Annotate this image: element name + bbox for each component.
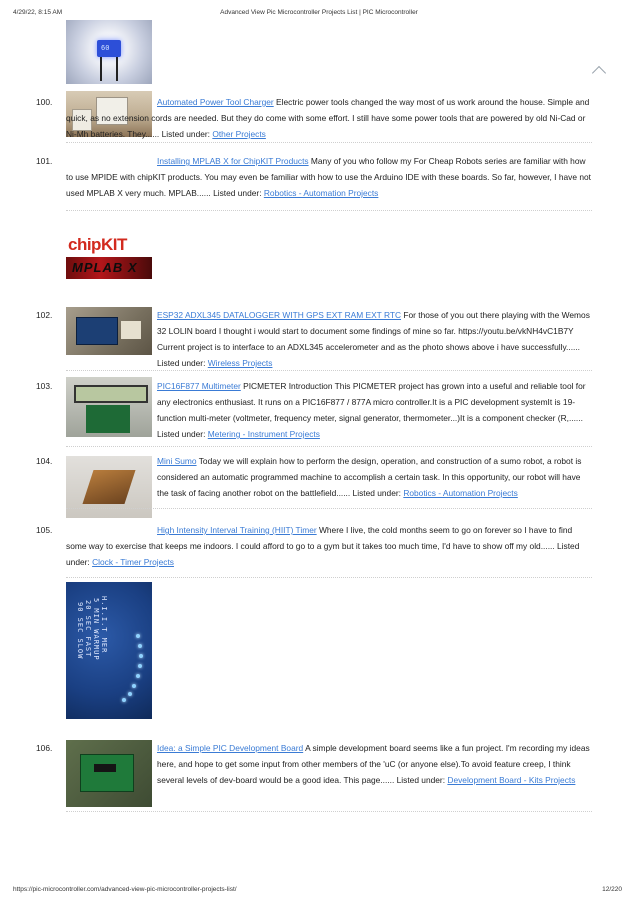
project-description: For those of you out there playing with the Wemos 32 LOLIN board I thought i would start to document some findings of mine so far. https://youtu.be/vkNH4vC1B7Y Current project is to interface to an ADXL345 accelerometer and as the photo shows above i have successfully...... xyxy=(157,310,590,352)
listed-under-label: Listed under: xyxy=(352,488,401,498)
scroll-to-top-chevron-up-icon[interactable] xyxy=(592,66,606,80)
mplabx-band xyxy=(66,257,152,279)
project-title-link[interactable]: Idea: a Simple PIC Development Board xyxy=(157,743,304,753)
category-link[interactable]: Metering - Instrument Projects xyxy=(207,429,320,439)
divider xyxy=(66,210,592,211)
chipkit-logo-text: chipKIT xyxy=(68,235,127,254)
display-readout: 60 xyxy=(101,44,110,52)
project-title-link[interactable]: ESP32 ADXL345 DATALOGGER WITH GPS EXT RAM EXT RTC xyxy=(157,310,402,320)
item-number: 106. xyxy=(36,743,53,753)
print-page-number: 12/220 xyxy=(602,886,622,893)
divider xyxy=(66,577,592,578)
led-indicator xyxy=(139,654,143,658)
project-item-103 xyxy=(36,378,592,442)
project-description: Many of you who follow my For Cheap Robots series are familiar with how to use MPIDE with chipKIT products. You may even be familiar with how to use the Arduino IDE with these boards. So far, however, I have not used MPLAB X very much. MPLAB...... xyxy=(66,156,591,198)
divider xyxy=(66,446,592,447)
project-title-link[interactable]: High Intensity Interval Training (HIIT) Timer xyxy=(157,525,317,535)
item-number: 102. xyxy=(36,310,53,320)
print-page-title: Advanced View Pic Microcontroller Projects List | PIC Microcontroller xyxy=(220,9,418,16)
listed-under-label: Listed under: xyxy=(213,188,262,198)
project-title-link[interactable]: Automated Power Tool Charger xyxy=(157,97,274,107)
item-number: 100. xyxy=(36,97,53,107)
category-link[interactable]: Clock - Timer Projects xyxy=(92,557,174,567)
project-item-100 xyxy=(36,94,592,142)
led-indicator xyxy=(136,674,140,678)
category-link[interactable]: Other Projects xyxy=(212,129,266,139)
project-thumbnail-display[interactable] xyxy=(66,20,152,84)
print-datetime: 4/29/22, 8:15 AM xyxy=(13,9,63,16)
device-label: 20 SEC FAST xyxy=(84,600,92,658)
category-link[interactable]: Development Board - Kits Projects xyxy=(447,775,576,785)
project-description: Where I live, the cold months seem to go on forever so I have to find some way to exercise that keeps me indoors. I could afford to go to a gym but it takes too much time, I'd have to show off my old...... xyxy=(66,525,573,551)
item-number: 105. xyxy=(36,525,53,535)
divider xyxy=(66,508,592,509)
project-description: A simple development board seems like a fun project. I'm recording my ideas here, and hope to get some input from other members of the 'uC (or anyone else).To avoid feature creep, I think several levels of dev-board would be a good idea. This page...... xyxy=(157,743,590,785)
project-title-link[interactable]: Mini Sumo xyxy=(157,456,197,466)
divider xyxy=(66,370,592,371)
device-label: 5 MIN WARMUP xyxy=(92,598,100,661)
item-number: 103. xyxy=(36,381,53,391)
led-indicator xyxy=(136,634,140,638)
project-title-link[interactable]: PIC16F877 Multimeter xyxy=(157,381,241,391)
device-label: 90 SEC SLOW xyxy=(76,602,84,660)
project-item-102 xyxy=(36,307,592,371)
listed-under-label: Listed under: xyxy=(396,775,446,785)
category-link[interactable]: Wireless Projects xyxy=(207,358,273,368)
category-link[interactable]: Robotics - Automation Projects xyxy=(263,188,379,198)
led-indicator xyxy=(128,692,132,696)
print-url: https://pic-microcontroller.com/advanced-view-pic-microcontroller-projects-list/ xyxy=(13,886,237,893)
led-indicator xyxy=(132,684,136,688)
divider xyxy=(66,142,592,143)
divider xyxy=(66,811,592,812)
project-item-105 xyxy=(36,522,592,570)
project-item-106 xyxy=(36,740,592,788)
mplabx-logo-text: MPLAB X xyxy=(72,260,138,275)
display-screen xyxy=(97,40,121,57)
project-description: Electric power tools changed the way most of us work around the house. Simple and quick, as no extension cords are needed. But they do come with some effort. I still have some power tools that are powered by old Ni-Cad or Ni-Mh batteries. They...... xyxy=(66,97,590,139)
listed-under-label: Listed under: xyxy=(157,358,206,368)
listed-under-label: Listed under: xyxy=(157,429,206,439)
project-item-104 xyxy=(36,453,592,501)
item-number: 104. xyxy=(36,456,53,466)
project-item-101 xyxy=(36,153,592,201)
chipkit-mplabx-logo[interactable] xyxy=(66,233,152,281)
led-indicator xyxy=(138,644,142,648)
listed-under-label: Listed under: xyxy=(161,129,211,139)
led-indicator xyxy=(122,698,126,702)
led-indicator xyxy=(138,664,142,668)
project-description: PICMETER Introduction This PICMETER project has grown into a useful and reliable tool for any electronics enthusiast. It runs on a PIC16F877 / 877A micro controller.It is a PIC development systemIt is 19-function multi-meter (voltmeter, frequency meter, signal generator, thermometer...)It is a component checker (R,...... xyxy=(157,381,586,423)
wire xyxy=(100,57,102,81)
item-number: 101. xyxy=(36,156,53,166)
device-label: H.I.I.T MER xyxy=(100,596,108,654)
project-title-link[interactable]: Installing MPLAB X for ChipKIT Products xyxy=(157,156,309,166)
wire xyxy=(116,57,118,81)
hiit-timer-device-image[interactable] xyxy=(66,582,152,719)
project-description: Today we will explain how to perform the design, operation, and construction of a sumo robot, a robot is considered an automatic programmed machine to accomplish a certain task. In this opportunity, our robot will have the task of facing another robot on the battlefield...... xyxy=(157,456,582,498)
category-link[interactable]: Robotics - Automation Projects xyxy=(403,488,518,498)
listed-under-label: Listed under: xyxy=(66,541,580,567)
